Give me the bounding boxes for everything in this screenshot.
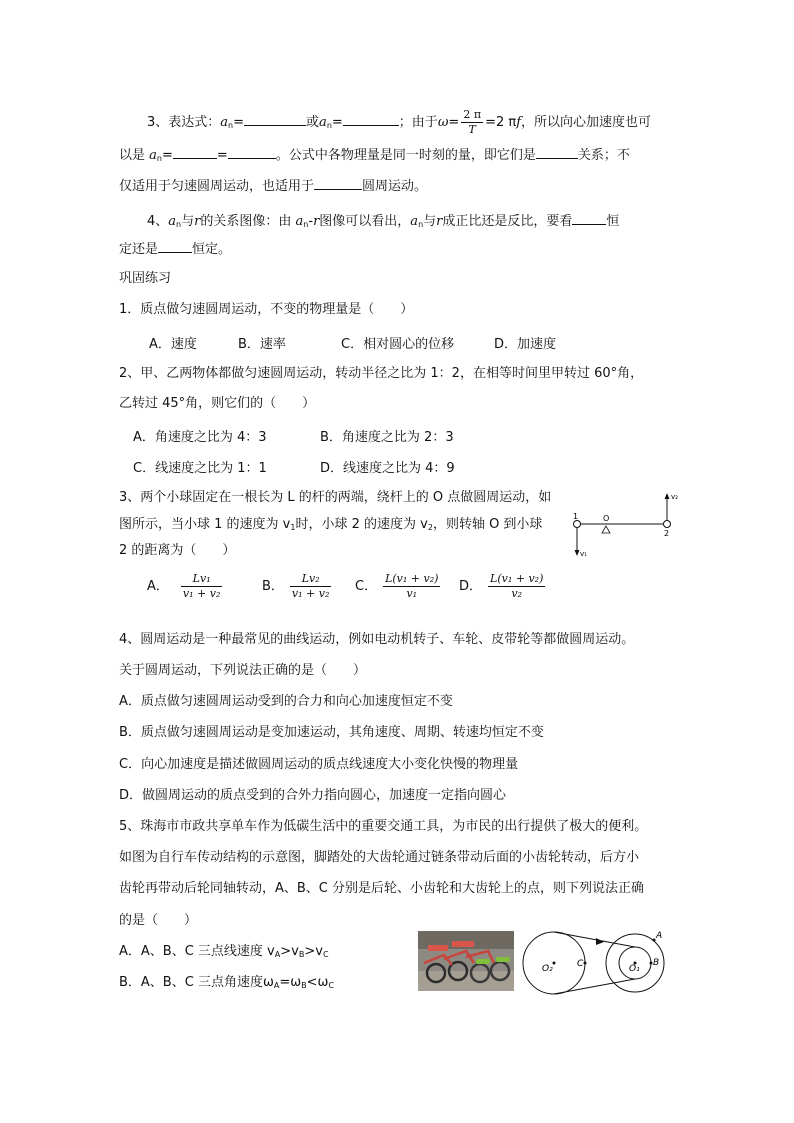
q2-stem-1: 2、甲、乙两物体都做匀速圆周运动，转动半径之比为 1：2，在相等时间里甲转过 60°角， <box>119 366 644 381</box>
q2-option-c[interactable]: C．线速度之比为 1：1 <box>133 461 267 476</box>
q4-option-c[interactable]: C．向心加速度是描述做圆周运动的质点线速度大小变化快慢的物理量 <box>119 757 519 772</box>
q2-option-a[interactable]: A．角速度之比为 4：3 <box>133 430 267 445</box>
label-b: B <box>653 958 660 968</box>
q4-option-a[interactable]: A．质点做匀速圆周运动受到的合力和向心加速度恒定不变 <box>119 694 453 709</box>
blank-2[interactable] <box>343 112 399 126</box>
q5-stem-1: 5、珠海市市政共享单车作为低碳生活中的重要交通工具，为市民的出行提供了极大的便利。 <box>119 819 648 834</box>
q2-stem-2: 乙转过 45°角，则它们的（ ） <box>119 396 316 411</box>
q5-stem-4: 的是（ ） <box>119 913 198 928</box>
label-o1: O₁ <box>629 964 640 974</box>
two-pi-over-T: $\frac{2 \pi}{T}$ <box>463 108 482 136</box>
blank-3[interactable] <box>173 145 217 159</box>
label-v2: v₂ <box>671 493 678 501</box>
label-v1: v₁ <box>580 550 587 558</box>
q2-option-b[interactable]: B．角速度之比为 2：3 <box>320 430 454 445</box>
label-c: C <box>577 959 584 969</box>
blank-6[interactable] <box>314 176 362 190</box>
label-ball-1: 1 <box>573 512 579 521</box>
q2-option-d[interactable]: D．线速度之比为 4：9 <box>320 461 455 476</box>
v1-arrow-head <box>575 550 580 556</box>
chain-bottom <box>554 979 635 994</box>
q1-stem: 1．质点做匀速圆周运动，不变的物理量是（ ） <box>119 302 414 317</box>
q4-stem-1: 4、圆周运动是一种最常见的曲线运动，例如电动机转子、车轮、皮带轮等都做圆周运动。 <box>119 632 635 647</box>
blank-5[interactable] <box>536 145 578 159</box>
expression-line-3: 仅适用于匀速圆周运动，也适用于 圆周运动。 <box>119 176 427 196</box>
chain-top <box>554 932 635 947</box>
blank-4[interactable] <box>228 145 276 159</box>
blank-7[interactable] <box>572 211 606 225</box>
chain-direction-arrow <box>596 938 604 945</box>
q3-option-d[interactable]: D． $\frac{\text{L(v₁ + v₂)}}{\text{v₂}}$ <box>459 572 544 600</box>
rod-diagram <box>565 488 685 564</box>
q3-option-b[interactable]: B． $\frac{\text{Lv₂}}{\text{v₁ + v₂}}$ <box>262 572 330 600</box>
blank-1[interactable] <box>244 112 306 126</box>
label-o2: O₂ <box>542 964 553 974</box>
blank-8[interactable] <box>158 239 192 253</box>
v2-arrow-head <box>665 493 670 499</box>
q4-option-b[interactable]: B．质点做匀速圆周运动是变加速运动，其角速度、周期、转速均恒定不变 <box>119 725 544 740</box>
q3-option-c[interactable]: C． $\frac{\text{L(v₁ + v₂)}}{\text{v₁}}$ <box>355 572 439 600</box>
label-ball-2: 2 <box>664 529 670 538</box>
q1-option-a[interactable]: A．速度 <box>149 337 197 352</box>
q3-stem-2: 图所示，当小球 1 的速度为 $v_1$时，小球 2 的速度为 $v_2$，则转轴 O 到小球 <box>119 517 543 532</box>
q5-stem-2: 如图为自行车传动结构的示意图，脚踏处的大齿轮通过链条带动后面的小齿轮转动，后方小 <box>119 850 640 865</box>
q5-option-b[interactable]: B．A、B、C 三点角速度$\omega_A=\omega_B<\omega_C$ <box>119 975 334 990</box>
ball-1 <box>574 521 581 528</box>
q4-option-d[interactable]: D．做圆周运动的质点受到的合外力指向圆心，加速度一定指向圆心 <box>119 788 507 803</box>
q1-option-c[interactable]: C．相对圆心的位移 <box>341 337 455 352</box>
q5-option-a[interactable]: A．A、B、C 三点线速度 $v_A>v_B>v_C$ <box>119 944 329 959</box>
q4-stem-2: 关于圆周运动，下列说法正确的是（ ） <box>119 663 367 678</box>
q1-option-b[interactable]: B．速率 <box>238 337 286 352</box>
shared-bikes-photo <box>418 931 514 991</box>
q3-stem-3: 2 的距离为（ ） <box>119 543 236 558</box>
q5-stem-3: 齿轮再带动后轮同轴转动，A、B、C 分别是后轮、小齿轮和大齿轮上的点，则下列说法正确 <box>119 881 645 896</box>
q1-option-d[interactable]: D．加速度 <box>494 337 557 352</box>
expression-line-2: 以是 $a_n=$ = 。公式中各物理量是同一时刻的量，即它们是 关系；不 <box>119 145 630 168</box>
expression-line-1: 3、表达式：$a_n=$ 或$a_n=$ ；由于ω= $\frac{2 \pi}{T}$ =2 πf，所以向心加速度也可 <box>147 108 652 136</box>
q3-stem-1: 3、两个小球固定在一根长为 L 的杆的两端，绕杆上的 O 点做圆周运动，如 <box>119 490 552 505</box>
label-a: A <box>656 931 663 941</box>
relation-line-2: 定还是 恒定。 <box>119 239 231 259</box>
section-heading: 巩固练习 <box>119 271 172 286</box>
relation-line-1: 4、$a_n$与r的关系图像：由 $a_n-r$图像可以看出，$a_n$与r成正比还是反比，要看 恒 <box>147 211 619 234</box>
transmission-diagram <box>520 928 670 996</box>
label-o: O <box>603 514 610 523</box>
pivot-icon <box>602 526 610 533</box>
q3-option-a[interactable]: A． $\frac{\text{Lv₁}}{\text{v₁ + v₂}}$ <box>147 572 221 600</box>
ball-2 <box>664 521 671 528</box>
